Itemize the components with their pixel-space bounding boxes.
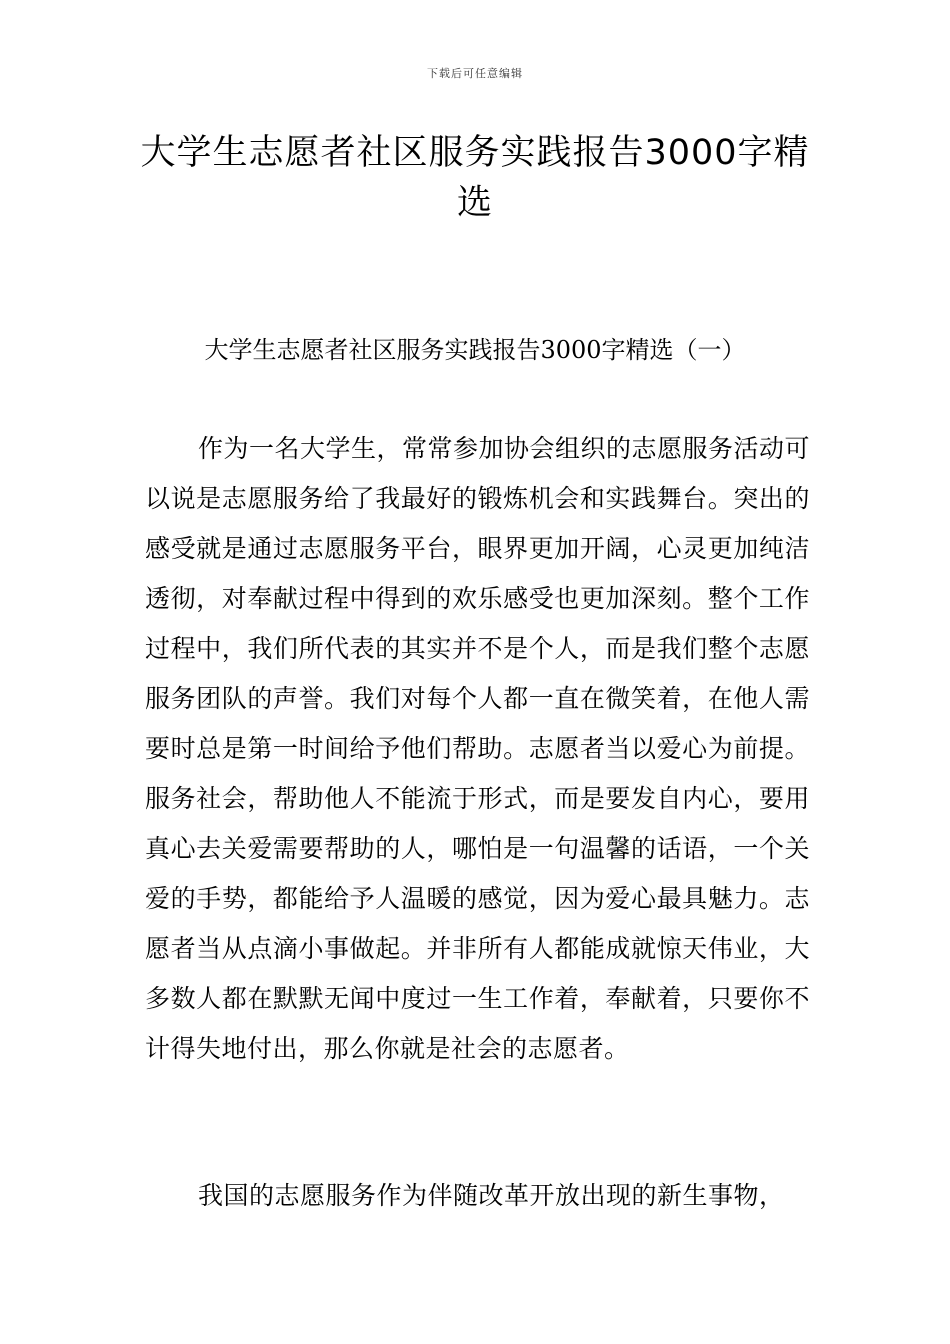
section-heading: 大学生志愿者社区服务实践报告3000字精选（一） [204,336,746,364]
body-paragraph: 作为一名大学生，常常参加协会组织的志愿服务活动可以说是志愿服务给了我最好的锻炼机会和实践舞台。突出的感受就是通过志愿服务平台，眼界更加开阔，心灵更加纯洁透彻，对奉献过程中得到的欢乐感受也更加深刻。整个工作过程中，我们所代表的其实并不是个人，而是我们整个志愿服务团队的声誉。我们对每个人都一直在微笑着，在他人需要时总是第一时间给予他们帮助。志愿者当以爱心为前提。服务社会，帮助他人不能流于形式，而是要发自内心，要用真心去关爱需要帮助的人，哪怕是一句温馨的话语，一个关爱的手势，都能给予人温暖的感觉，因为爱心最具魅力。志愿者当从点滴小事做起。并非所有人都能成就惊天伟业，大多数人都在默默无闻中度过一生工作着，奉献着，只要你不计得失地付出，那么你就是社会的志愿者。 [145,434,811,1063]
document-title: 大学生志愿者社区服务实践报告3000字精选 [140,133,810,223]
header-note: 下载后可任意编辑 [427,67,523,80]
body-paragraph: 我国的志愿服务作为伴随改革开放出现的新生事物， [198,1181,785,1210]
